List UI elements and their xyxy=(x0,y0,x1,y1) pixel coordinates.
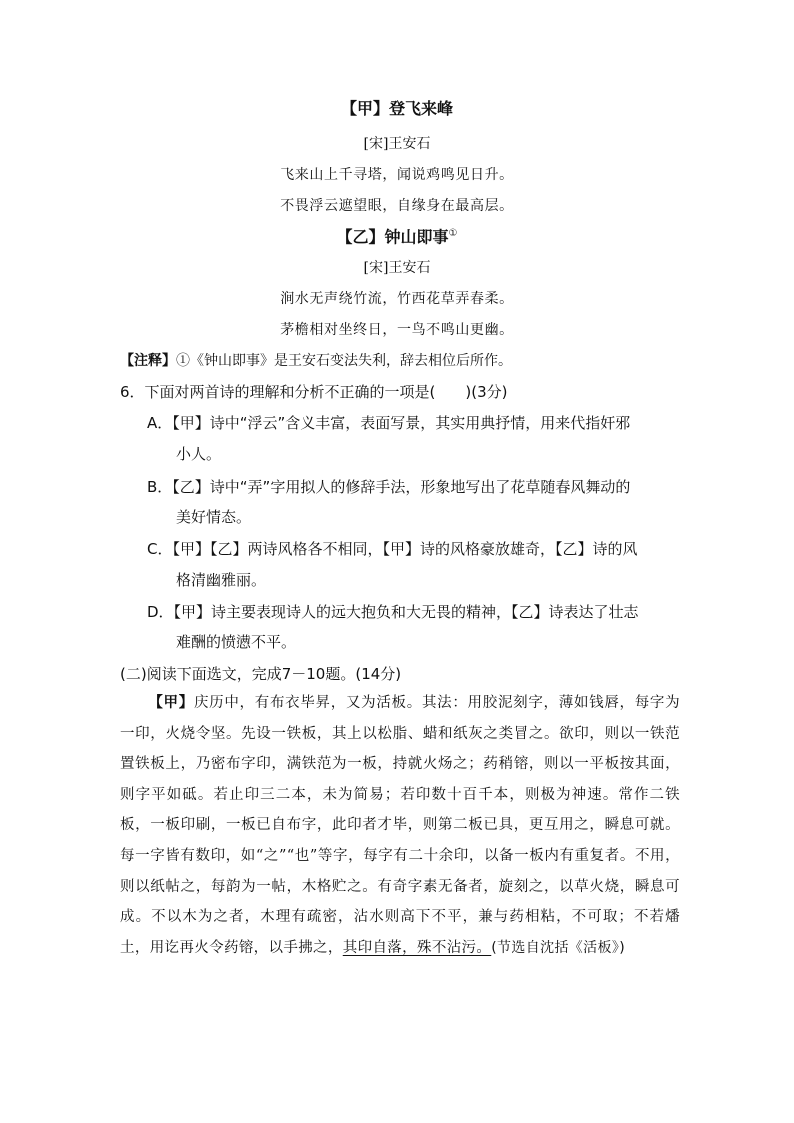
poem-a-author: [宋]王安石 xyxy=(363,136,431,152)
option-b-line-2: 美好情态。 xyxy=(176,508,252,526)
footnote-marker: ① xyxy=(448,228,458,239)
passage-body: 庆历中，有布衣毕昇，又为活板。其法：用胶泥刻字，薄如钱唇，每字为一印，火烧令坚。先设一铁板，其上以松脂、蜡和纸灰之类冒之。欲印，则以一铁范置铁板上，乃密布字印，满铁范为一板，持就火炀之；药稍镕，则以一平板按其面，则字平如砥。若止印三二本，未为简易；若印数十百千本，则极为神速。常作二铁板，一板印刷，一板已自布字，此印者才毕，则第二板已具，更互用之，瞬息可就。每一字皆有数印，如“之”“也”等字，每字有二十余印，以备一板内有重复者。不用，则以纸帖之，每韵为一帖，木格贮之。有奇字素无备者，旋刻之，以草火烧，瞬息可成。不以木为之者，木理有疏密，沾水则高下不平，兼与药相粘，不可取；不若燔土，用讫再火令药镕，以手拂之， xyxy=(120,695,680,956)
poem-a-line-1: 飞来山上千寻塔，闻说鸡鸣见日升。 xyxy=(280,167,514,183)
annotation-label: 【注释】 xyxy=(120,353,176,369)
option-c-line-1: C．【甲】【乙】两诗风格各不相同，【甲】诗的风格豪放雄奇，【乙】诗的风 xyxy=(147,540,638,558)
question-6-stem: 6．下面对两首诗的理解和分析不正确的一项是( )(3分) xyxy=(120,383,508,401)
passage-underlined-sentence: 其印自落，殊不沾污。 xyxy=(342,939,492,956)
annotation xyxy=(120,354,512,368)
option-d-line-2: 难酬的愤懑不平。 xyxy=(176,633,297,651)
poem-b-title: 【乙】钟山即事 xyxy=(336,227,449,247)
option-c-line-2: 格清幽雅丽。 xyxy=(176,571,267,589)
option-b-line-1: B．【乙】诗中“弄”字用拟人的修辞手法，形象地写出了花草随春风舞动的 xyxy=(147,478,631,496)
poem-b-line-2: 茅檐相对坐终日，一鸟不鸣山更幽。 xyxy=(280,322,514,338)
passage xyxy=(120,688,680,963)
section-2-heading: (二)阅读下面选文，完成7－10题。(14分) xyxy=(120,665,402,683)
poem-b-line-1: 涧水无声绕竹流，竹西花草弄春柔。 xyxy=(280,291,514,307)
passage-source: (节选自沈括《活板》) xyxy=(491,939,626,956)
passage-label: 【甲】 xyxy=(148,695,194,711)
poem-a-title: 【甲】登飞来峰 xyxy=(340,99,453,118)
option-d-line-1: D．【甲】诗主要表现诗人的远大抱负和大无畏的精神，【乙】诗表达了壮志 xyxy=(147,603,639,621)
poem-b-title-row xyxy=(0,229,794,245)
annotation-text: ①《钟山即事》是王安石变法失利，辞去相位后所作。 xyxy=(176,353,512,369)
option-a-line-2: 小人。 xyxy=(176,445,222,463)
poem-b-author: [宋]王安石 xyxy=(363,260,431,276)
poem-a-line-2: 不畏浮云遮望眼，自缘身在最高层。 xyxy=(280,198,514,214)
option-a-line-1: A．【甲】诗中“浮云”含义丰富，表面写景，其实用典抒情，用来代指奸邪 xyxy=(147,414,631,432)
